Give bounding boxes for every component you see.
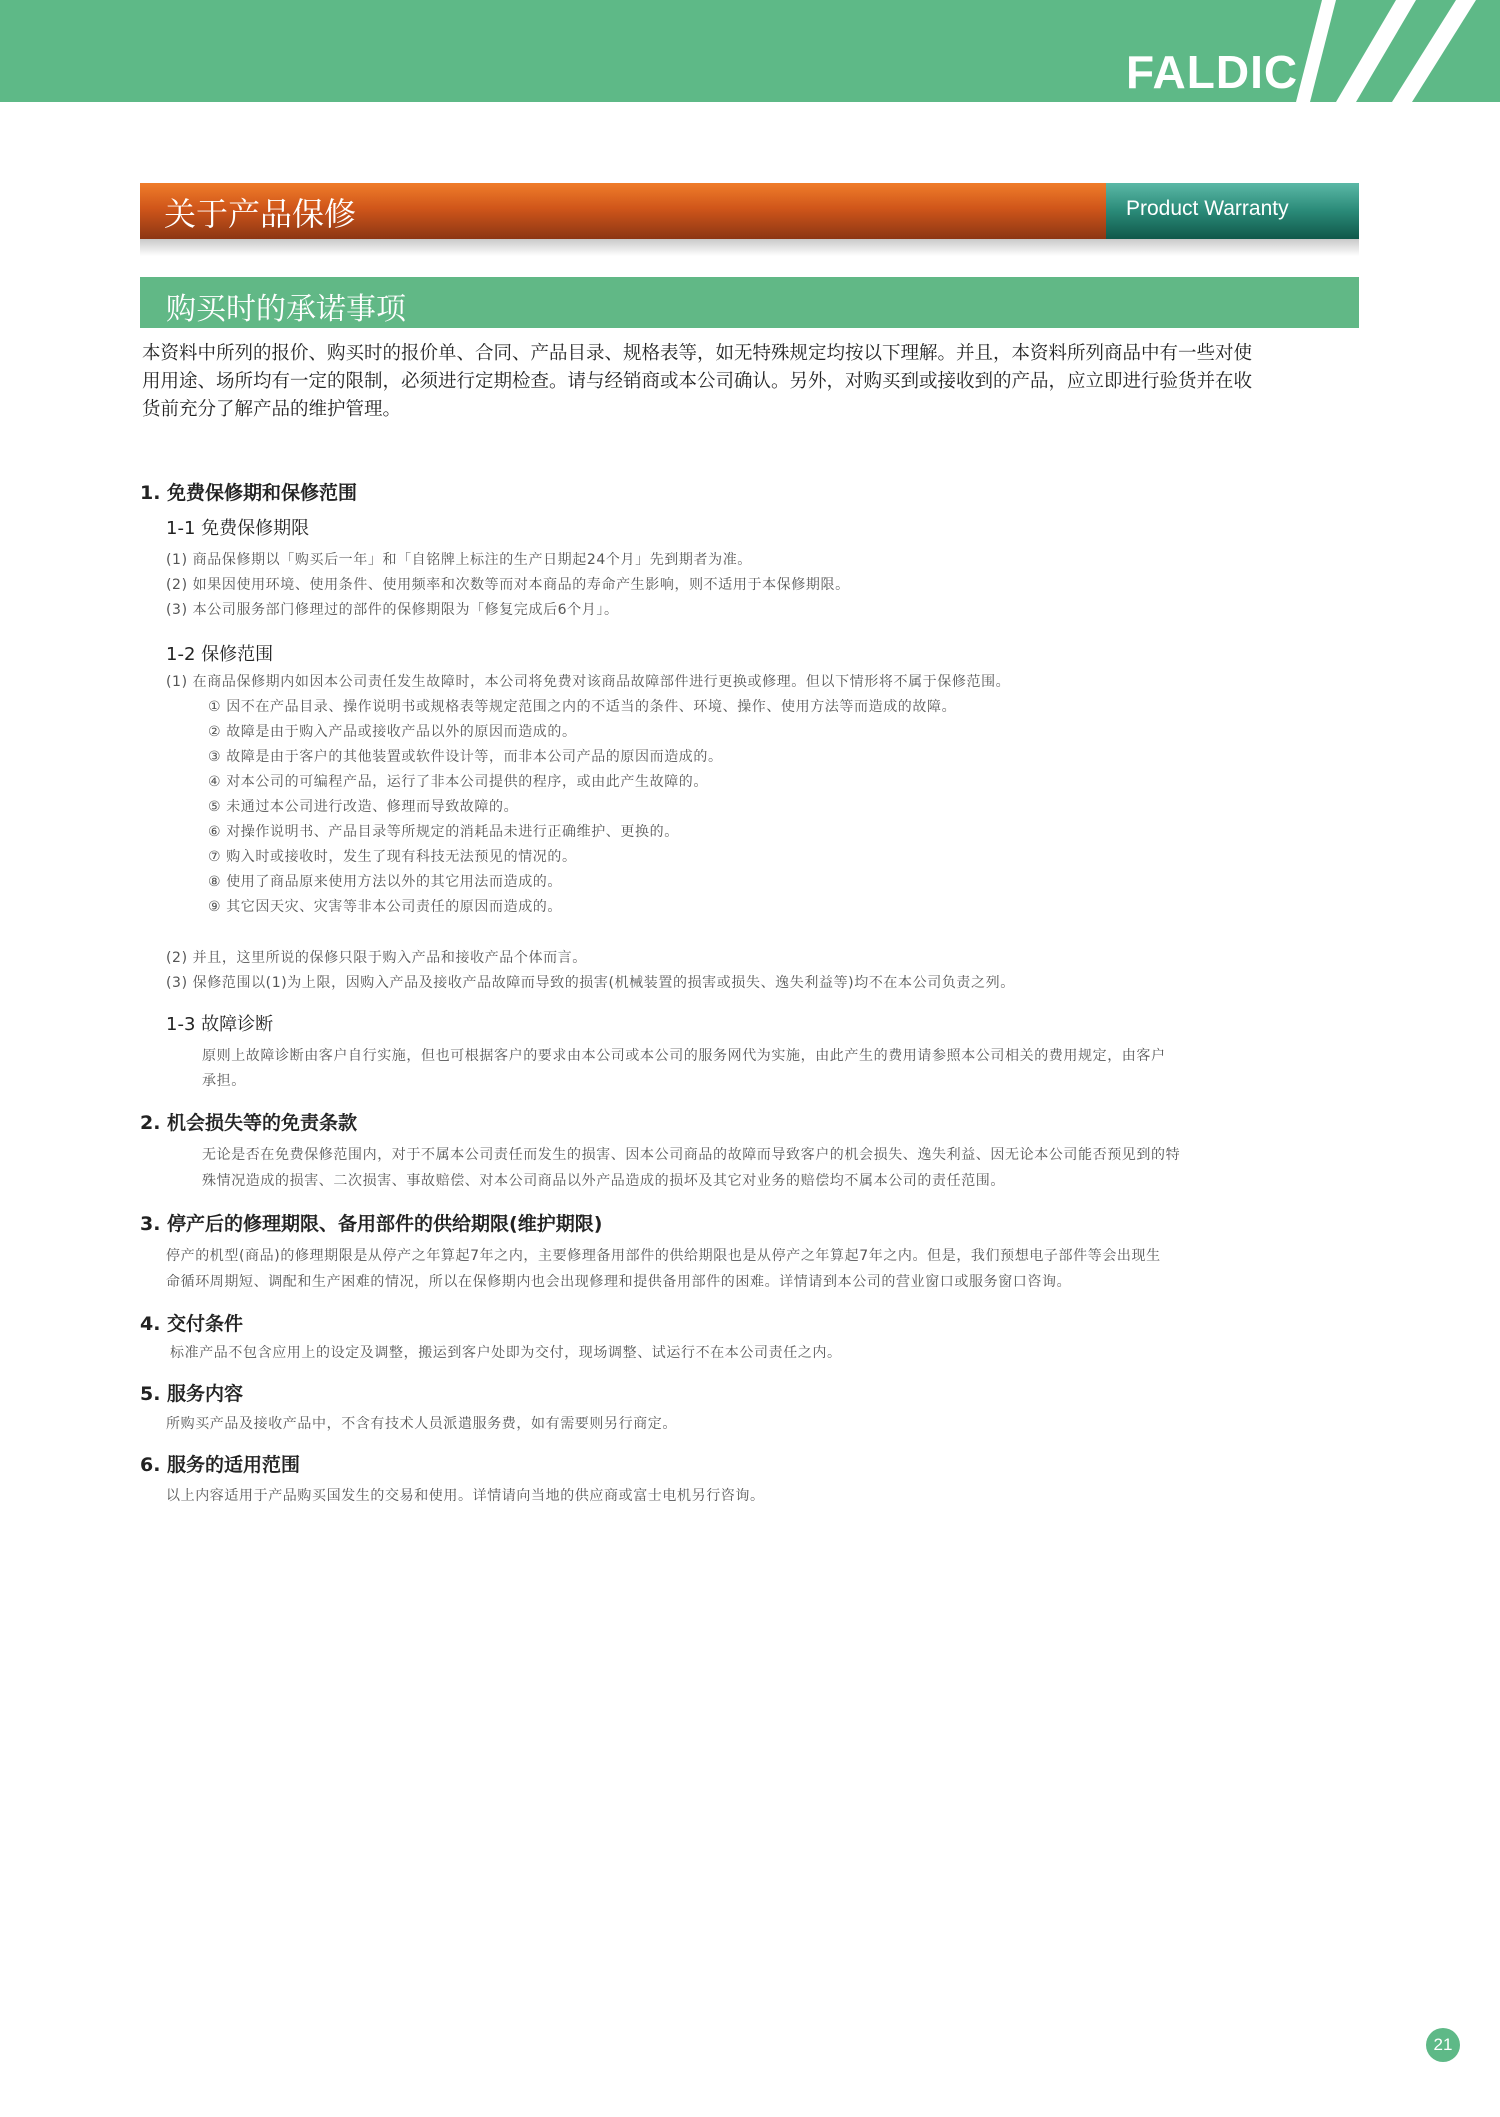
exclusion-item: ① 因不在产品目录、操作说明书或规格表等规定范围之内的不适当的条件、环境、操作、使用方法等而造成的故障。	[208, 699, 957, 715]
faldic-w-logo-icon	[1296, 0, 1500, 102]
section-5-heading: 5. 服务内容	[140, 1383, 244, 1405]
exclusion-item: ⑦ 购入时或接收时，发生了现有科技无法预见的情况的。	[208, 849, 577, 865]
section-4-heading: 4. 交付条件	[140, 1313, 244, 1335]
paragraph-line: 以上内容适用于产品购买国发生的交易和使用。详情请向当地的供应商或富士电机另行咨询。	[166, 1488, 765, 1504]
page-title: 关于产品保修	[164, 195, 357, 233]
section-1-1-heading: 1-1 免费保修期限	[166, 518, 310, 539]
section-3-heading: 3. 停产后的修理期限、备用部件的供给期限(维护期限)	[140, 1213, 603, 1235]
section-2-heading: 2. 机会损失等的免责条款	[140, 1112, 358, 1134]
section-1-3-heading: 1-3 故障诊断	[166, 1014, 274, 1035]
paragraph-line: 停产的机型(商品)的修理期限是从停产之年算起7年之内，主要修理备用部件的供给期限也是从停产之年算起7年之内。但是，我们预想电子部件等会出现生	[166, 1248, 1161, 1264]
exclusion-item: ③ 故障是由于客户的其他装置或软件设计等，而非本公司产品的原因而造成的。	[208, 749, 723, 765]
paragraph-line: 无论是否在免费保修范围内，对于不属本公司责任而发生的损害、因本公司商品的故障而导致客户的机会损失、逸失利益、因无论本公司能否预见到的特	[202, 1147, 1181, 1163]
paragraph-line: 所购买产品及接收产品中，不含有技术人员派遣服务费，如有需要则另行商定。	[166, 1416, 677, 1432]
exclusion-item: ⑧ 使用了商品原来使用方法以外的其它用法而造成的。	[208, 874, 562, 890]
exclusion-item: ④ 对本公司的可编程产品，运行了非本公司提供的程序，或由此产生故障的。	[208, 774, 708, 790]
brand-logo-text: FALDIC	[1126, 46, 1299, 98]
exclusion-item: ⑤ 未通过本公司进行改造、修理而导致故障的。	[208, 799, 519, 815]
intro-line: 货前充分了解产品的维护管理。	[142, 399, 402, 420]
list-item: (3) 本公司服务部门修理过的部件的保修期限为「修复完成后6个月」。	[166, 602, 619, 618]
intro-line: 本资料中所列的报价、购买时的报价单、合同、产品目录、规格表等，如无特殊规定均按以下理解。并且，本资料所列商品中有一些对使	[142, 343, 1253, 364]
paragraph-line: 殊情况造成的损害、二次损害、事故赔偿、对本公司商品以外产品造成的损坏及其它对业务的赔偿均不属本公司的责任范围。	[202, 1173, 1005, 1189]
page-title-english-panel	[1106, 183, 1359, 239]
page-title-english: Product Warranty	[1126, 197, 1289, 220]
section-1-2-heading: 1-2 保修范围	[166, 644, 274, 665]
list-item: (2) 并且，这里所说的保修只限于购入产品和接收产品个体而言。	[166, 950, 587, 966]
list-item: (1) 在商品保修期内如因本公司责任发生故障时，本公司将免费对该商品故障部件进行更换或修理。但以下情形将不属于保修范围。	[166, 674, 1011, 690]
section-1-heading: 1. 免费保修期和保修范围	[140, 482, 358, 504]
intro-paragraph	[142, 340, 1358, 424]
exclusion-item: ⑨ 其它因天灾、灾害等非本公司责任的原因而造成的。	[208, 899, 562, 915]
list-item: (2) 如果因使用环境、使用条件、使用频率和次数等而对本商品的寿命产生影响，则不适用于本保修期限。	[166, 577, 850, 593]
list-item: (1) 商品保修期以「购买后一年」和「自铭牌上标注的生产日期起24个月」先到期者为准。	[166, 552, 752, 568]
list-item: (3) 保修范围以(1)为上限，因购入产品及接收产品故障而导致的损害(机械装置的损害或损失、逸失利益等)均不在本公司负责之列。	[166, 975, 1015, 991]
page-title-bar	[140, 183, 1359, 239]
page-number: 21	[1426, 2028, 1460, 2062]
section-title: 购买时的承诺事项	[166, 292, 406, 327]
paragraph-line: 标准产品不包含应用上的设定及调整，搬运到客户处即为交付，现场调整、试运行不在本公司责任之内。	[170, 1345, 842, 1361]
paragraph-line: 命循环周期短、调配和生产困难的情况，所以在保修期内也会出现修理和提供备用部件的困难。详情请到本公司的营业窗口或服务窗口咨询。	[166, 1274, 1072, 1290]
paragraph-line: 原则上故障诊断由客户自行实施，但也可根据客户的要求由本公司或本公司的服务网代为实施，由此产生的费用请参照本公司相关的费用规定，由客户	[202, 1048, 1166, 1064]
section-title-bar	[140, 277, 1359, 328]
intro-line: 用用途、场所均有一定的限制，必须进行定期检查。请与经销商或本公司确认。另外，对购买到或接收到的产品，应立即进行验货并在收	[142, 371, 1253, 392]
paragraph-line: 承担。	[202, 1073, 246, 1089]
section-6-heading: 6. 服务的适用范围	[140, 1454, 301, 1476]
exclusion-item: ② 故障是由于购入产品或接收产品以外的原因而造成的。	[208, 724, 577, 740]
exclusion-item: ⑥ 对操作说明书、产品目录等所规定的消耗品未进行正确维护、更换的。	[208, 824, 679, 840]
title-shadow	[140, 239, 1359, 256]
